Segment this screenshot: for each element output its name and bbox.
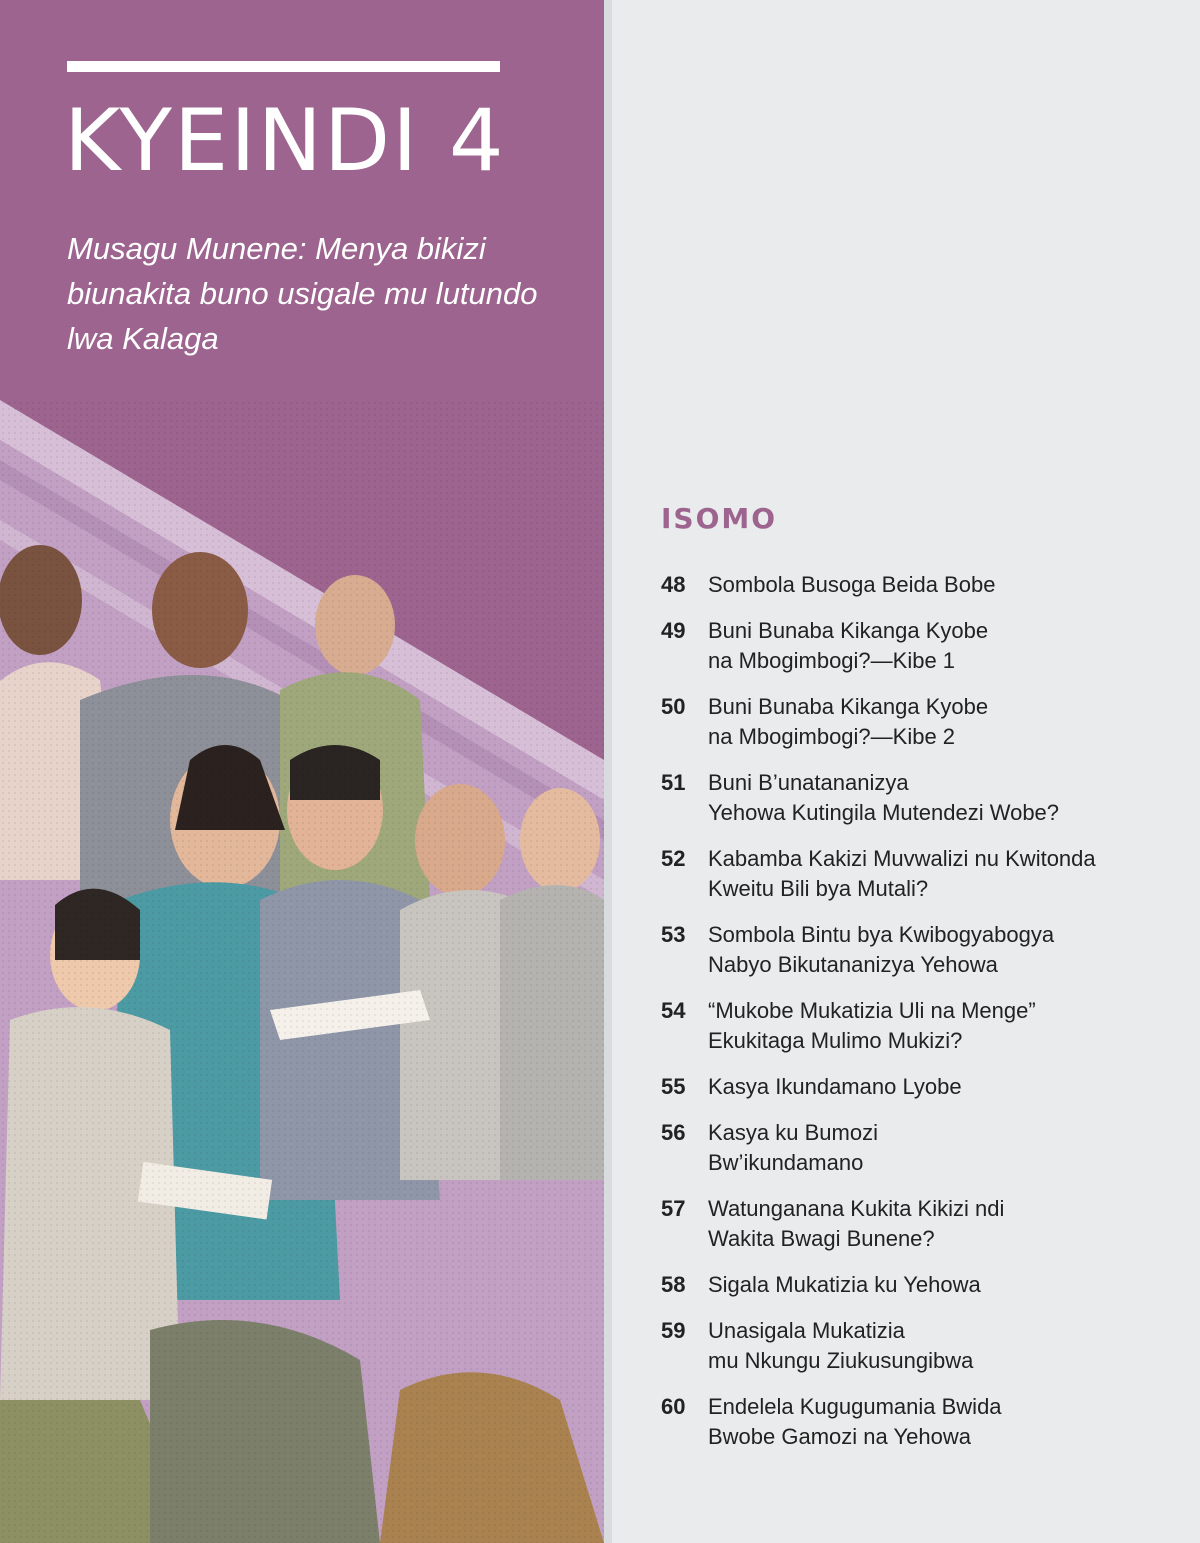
lesson-number: 59 [661, 1318, 686, 1343]
lesson-item[interactable] [661, 920, 1181, 980]
lesson-item[interactable] [661, 1392, 1181, 1452]
lesson-item[interactable] [661, 996, 1181, 1056]
lesson-title: Watunganana Kukita Kikizi ndi Wakita Bwagi Bunene? [708, 1196, 1005, 1251]
lesson-title: Buni Bunaba Kikanga Kyobe na Mbogimbogi?—Kibe 2 [708, 694, 989, 749]
lesson-item[interactable] [661, 768, 1181, 828]
lesson-title: Endelela Kugugumania Bwida Bwobe Gamozi na Yehowa [708, 1394, 1002, 1449]
lesson-item[interactable] [661, 1270, 1181, 1300]
lesson-item[interactable] [661, 616, 1181, 676]
congregation-illustration [0, 400, 604, 1543]
contents-panel [612, 0, 1200, 1543]
lesson-item[interactable] [661, 692, 1181, 752]
lesson-number: 55 [661, 1074, 686, 1099]
lesson-item[interactable] [661, 1194, 1181, 1254]
lesson-title: Kasya Ikundamano Lyobe [708, 1074, 962, 1099]
part-subtitle: Musagu Munene: Menya bikizi biunakita buno usigale mu lutundo lwa Kalaga [67, 231, 538, 356]
lesson-item[interactable] [661, 570, 1181, 600]
lesson-item[interactable] [661, 1316, 1181, 1376]
lesson-number: 57 [661, 1196, 686, 1221]
lesson-number: 48 [661, 572, 686, 597]
lesson-number: 49 [661, 618, 686, 643]
lesson-item[interactable] [661, 1118, 1181, 1178]
lesson-number: 56 [661, 1120, 686, 1145]
lessons-heading: ISOMO [661, 502, 778, 535]
lesson-number: 58 [661, 1272, 686, 1297]
lesson-title: Buni B’unatananizya Yehowa Kutingila Mutendezi Wobe? [708, 770, 1060, 825]
lesson-number: 53 [661, 922, 686, 947]
lesson-item[interactable] [661, 844, 1181, 904]
lesson-title: Sombola Busoga Beida Bobe [708, 572, 996, 597]
lesson-title: Sombola Bintu bya Kwibogyabogya Nabyo Bikutananizya Yehowa [708, 922, 1055, 977]
lesson-number: 50 [661, 694, 686, 719]
lesson-title: Kabamba Kakizi Muvwalizi nu Kwitonda Kweitu Bili bya Mutali? [708, 846, 1096, 901]
part-title: KYEINDI 4 [64, 91, 506, 191]
lesson-title: Sigala Mukatizia ku Yehowa [708, 1272, 981, 1297]
lesson-number: 54 [661, 998, 686, 1023]
lesson-title: Kasya ku Bumozi Bw’ikundamano [708, 1120, 878, 1175]
page-spine [604, 0, 612, 1543]
lesson-list [661, 570, 1181, 1452]
lesson-title: Buni Bunaba Kikanga Kyobe na Mbogimbogi?—Kibe 1 [708, 618, 989, 673]
lesson-item[interactable] [661, 1072, 1181, 1102]
lesson-number: 60 [661, 1394, 686, 1419]
lesson-title: Unasigala Mukatizia mu Nkungu Ziukusungibwa [708, 1318, 974, 1373]
title-rule [67, 61, 500, 72]
lesson-number: 52 [661, 846, 686, 871]
lesson-title: “Mukobe Mukatizia Uli na Menge” Ekukitaga Mulimo Mukizi? [708, 998, 1036, 1053]
lesson-number: 51 [661, 770, 686, 795]
